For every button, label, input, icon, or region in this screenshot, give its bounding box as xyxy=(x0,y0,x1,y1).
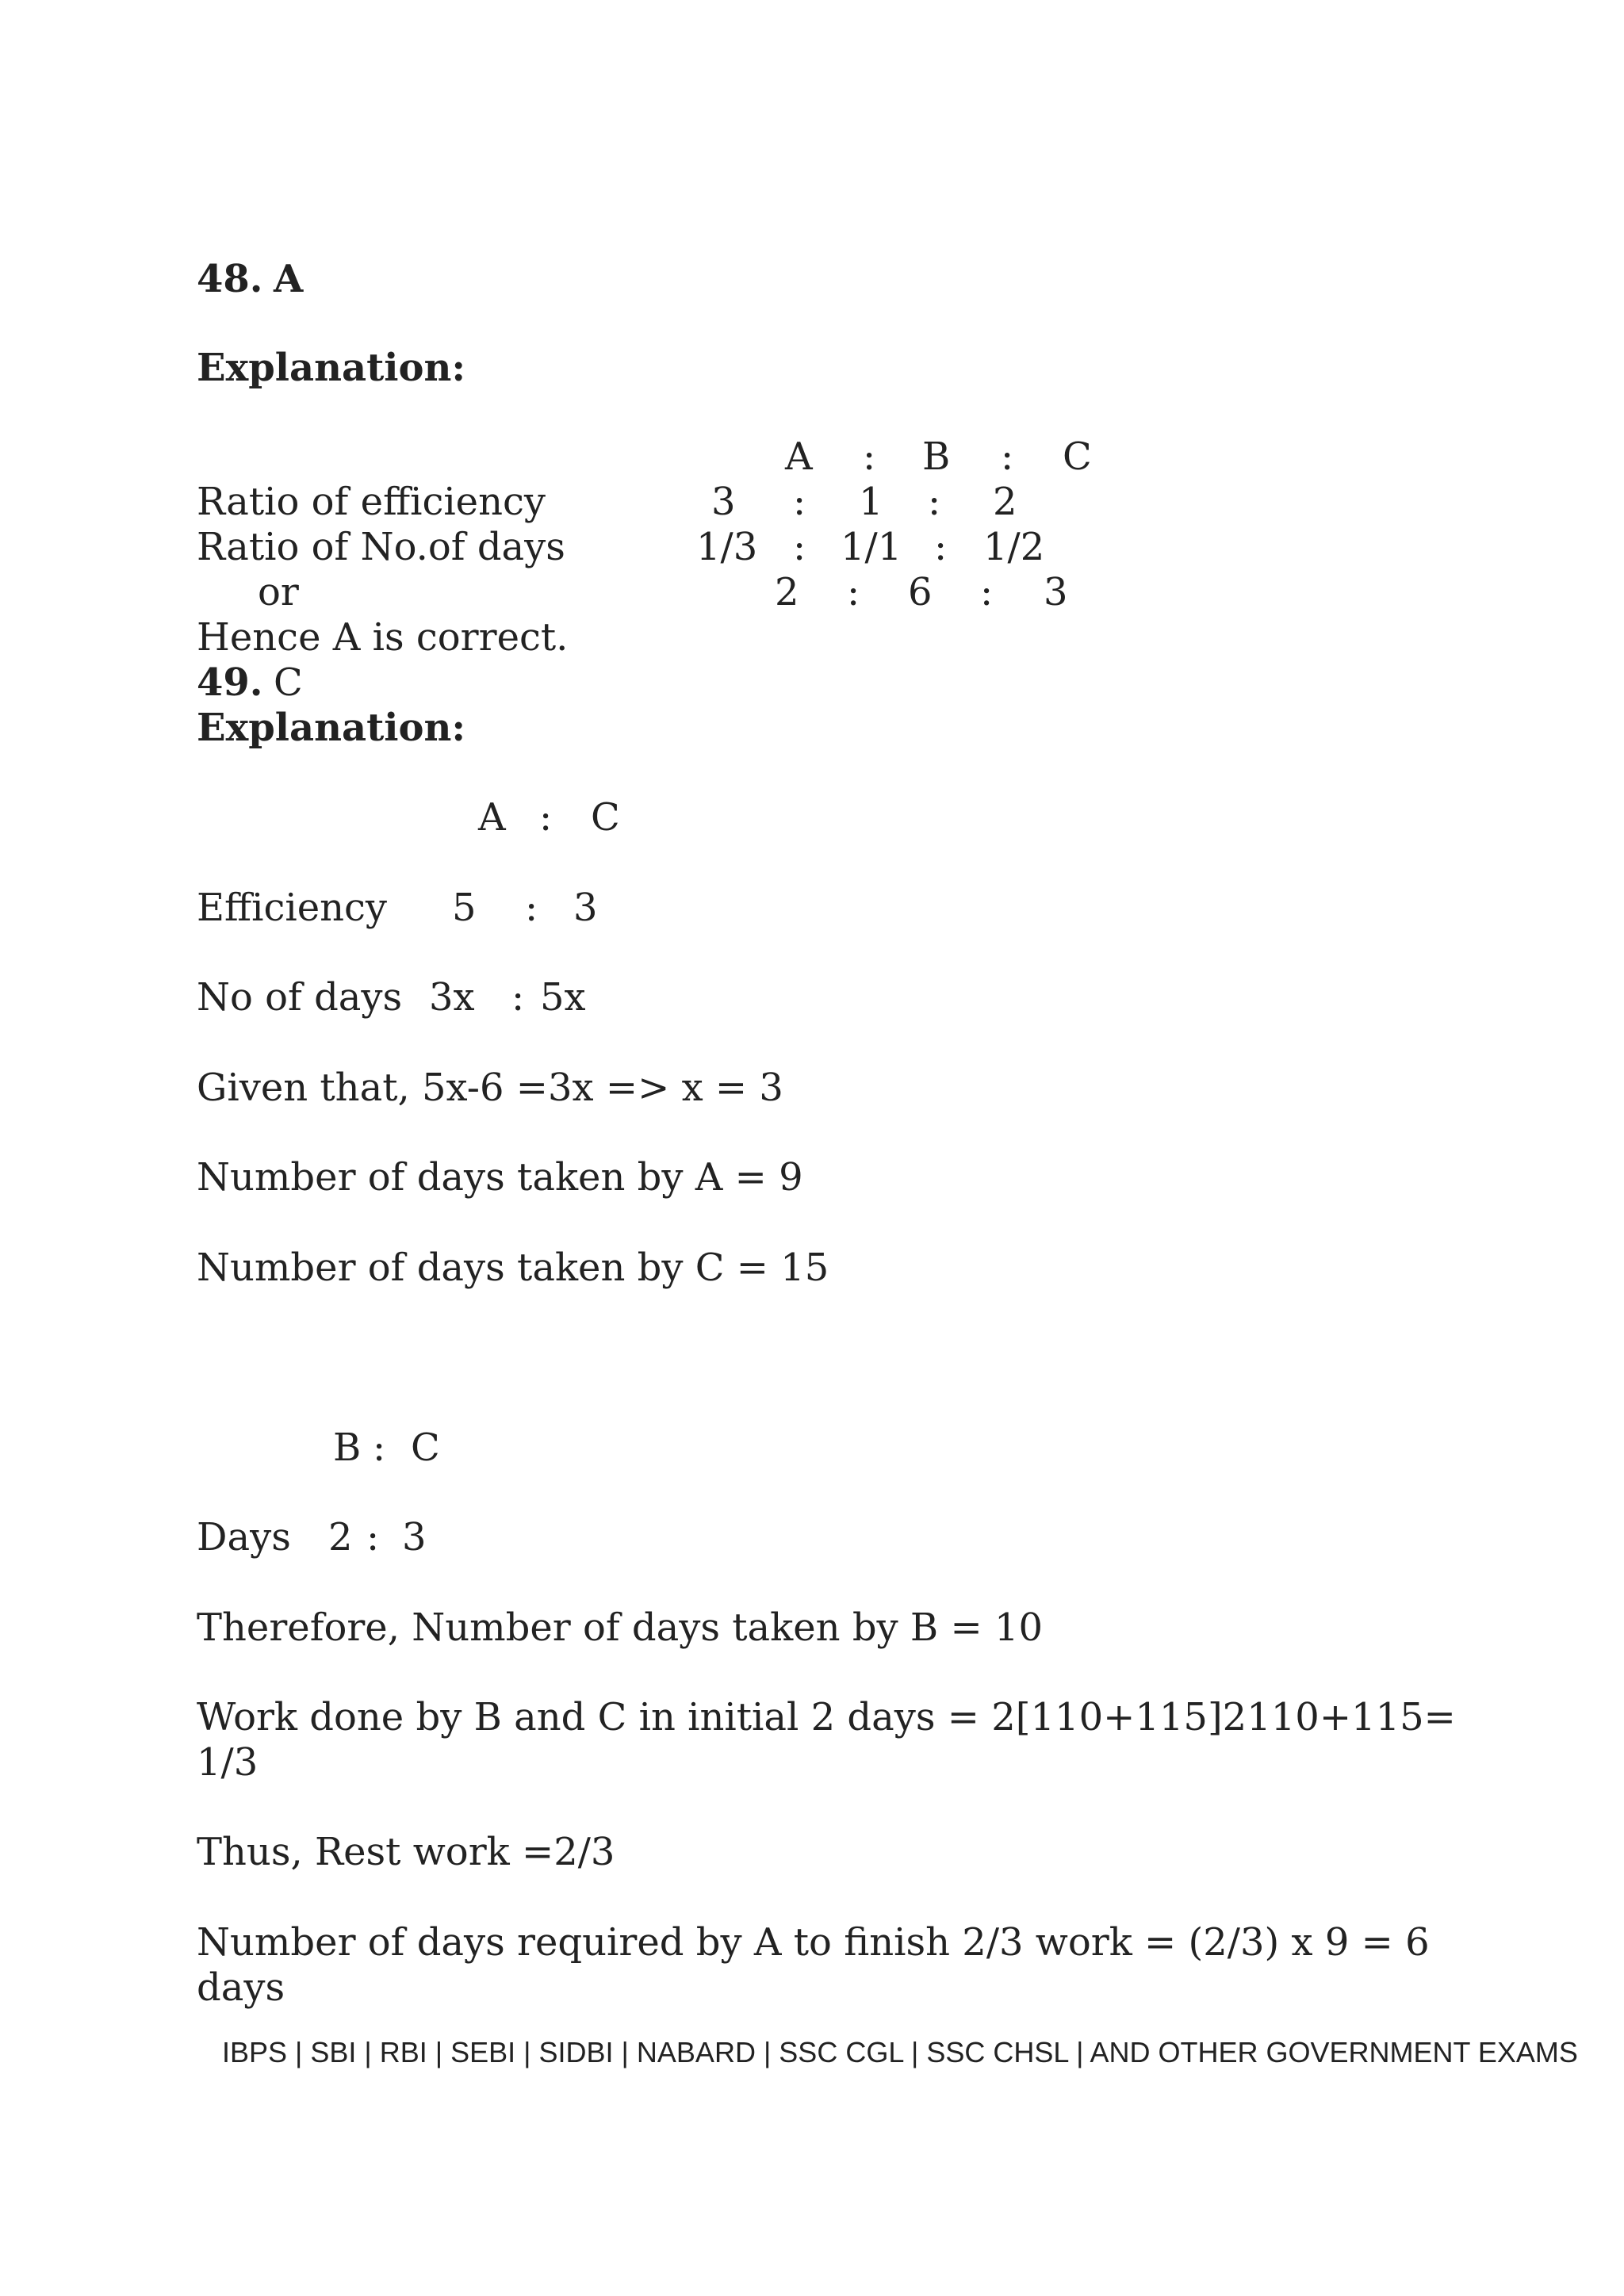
q48-days-a: 1/3 xyxy=(696,525,758,569)
q49-efficiency-colon: : xyxy=(525,886,538,930)
q48-simplified-a: 2 xyxy=(775,570,799,614)
q49-bc-days-c: 3 xyxy=(402,1515,427,1559)
q49-number: 49. xyxy=(197,660,263,705)
q49-bc-header-colon: : xyxy=(373,1425,386,1470)
q49-bc-days-label: Days xyxy=(197,1515,291,1559)
q49-efficiency-a: 5 xyxy=(452,886,477,930)
q49-days-colon: : xyxy=(511,975,525,1020)
q48-simplified-colon-2: : xyxy=(980,570,994,614)
q49-explanation-label: Explanation: xyxy=(197,706,466,750)
q48-answer: A xyxy=(274,257,304,301)
q49-days-c-result: Number of days taken by C = 15 xyxy=(197,1246,829,1290)
q49-bc-days-colon: : xyxy=(366,1515,380,1559)
q49-days-required-line2: days xyxy=(197,1965,285,2010)
q48-explanation-label: Explanation: xyxy=(197,346,466,390)
q48-header-b: B xyxy=(922,434,951,479)
q49-given: Given that, 5x-6 =3x => x = 3 xyxy=(197,1066,783,1110)
q49-ac-header-c: C xyxy=(591,795,620,840)
q48-efficiency-colon-1: : xyxy=(793,480,806,524)
q48-efficiency-colon-2: : xyxy=(928,480,941,524)
q49-days-label: No of days xyxy=(197,975,403,1020)
q49-days-a-result: Number of days taken by A = 9 xyxy=(197,1155,803,1200)
q48-simplified-b: 6 xyxy=(908,570,933,614)
q48-days-c: 1/2 xyxy=(983,525,1045,569)
q48-simplified-colon-1: : xyxy=(847,570,860,614)
q48-days-b: 1/1 xyxy=(841,525,902,569)
page-footer: IBPS | SBI | RBI | SEBI | SIDBI | NABARD | SSC CGL | SSC CHSL | AND OTHER GOVERNMENT EXAMS xyxy=(222,2036,1578,2068)
q49-days-a: 3x xyxy=(429,975,475,1020)
q49-efficiency-c: 3 xyxy=(573,886,598,930)
q48-simplified-c: 3 xyxy=(1044,570,1068,614)
q48-efficiency-a: 3 xyxy=(711,480,736,524)
q48-header-c: C xyxy=(1063,434,1092,479)
q49-bc-days-b: 2 xyxy=(328,1515,353,1559)
q48-conclusion: Hence A is correct. xyxy=(197,615,569,660)
q48-header-colon-2: : xyxy=(1001,434,1014,479)
q49-bc-header-b: B xyxy=(333,1425,362,1470)
q48-days-label: Ratio of No.of days xyxy=(197,525,565,569)
q49-work-bc-line1: Work done by B and C in initial 2 days = 2[110+115]2110+115= xyxy=(197,1695,1456,1739)
q48-days-colon-2: : xyxy=(934,525,948,569)
q49-bc-header-c: C xyxy=(411,1425,440,1470)
q49-rest-work: Thus, Rest work =2/3 xyxy=(197,1830,615,1874)
q48-efficiency-label: Ratio of efficiency xyxy=(197,480,546,524)
q48-efficiency-b: 1 xyxy=(859,480,883,524)
q49-days-required-line1: Number of days required by A to finish 2/3 work = (2/3) x 9 = 6 xyxy=(197,1920,1430,1965)
q49-days-c: 5x xyxy=(540,975,586,1020)
q49-days-b-result: Therefore, Number of days taken by B = 10 xyxy=(197,1605,1044,1650)
q49-answer: C xyxy=(274,660,303,705)
q49-ac-header-a: A xyxy=(478,795,506,840)
q49-work-bc-line2: 1/3 xyxy=(197,1740,259,1785)
q48-number: 48. xyxy=(197,257,263,301)
q48-header-colon-1: : xyxy=(863,434,876,479)
q48-or-label: or xyxy=(258,570,299,614)
q49-ac-header-colon: : xyxy=(539,795,553,840)
q48-efficiency-c: 2 xyxy=(993,480,1017,524)
q48-days-colon-1: : xyxy=(793,525,806,569)
q49-efficiency-label: Efficiency xyxy=(197,886,388,930)
q48-header-a: A xyxy=(785,434,813,479)
